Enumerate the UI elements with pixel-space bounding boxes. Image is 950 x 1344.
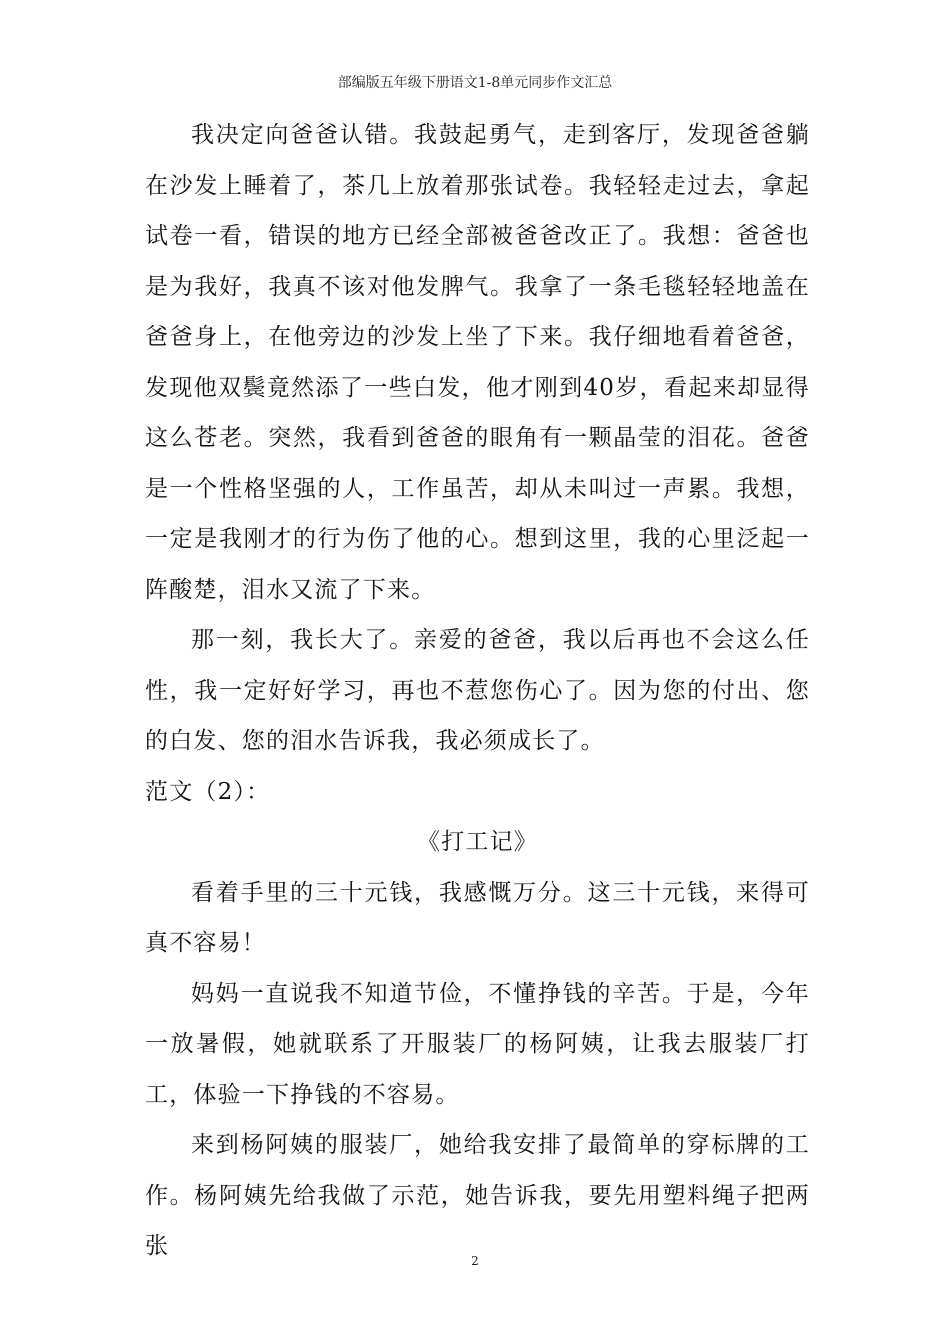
paragraph: 看着手里的三十元钱，我感慨万分。这三十元钱，来得可真不容易！ xyxy=(145,879,810,956)
page-header: 部编版五年级下册语文1-8单元同步作文汇总 xyxy=(337,75,613,91)
paragraph: 来到杨阿姨的服装厂，她给我安排了最简单的穿标牌的工作。杨阿姨先给我做了示范，她告诉我，要先用塑料绳子把两张 xyxy=(145,1132,810,1259)
paragraph: 那一刻，我长大了。亲爱的爸爸，我以后再也不会这么任性，我一定好好学习，再也不惹您伤心了。因为您的付出、您的白发、您的泪水告诉我，我必须成长了。 xyxy=(145,627,810,754)
essay-title: 《打工记》 xyxy=(417,829,538,855)
section-label: 范文（2）： xyxy=(145,778,271,805)
paragraph: 妈妈一直说我不知道节俭，不懂挣钱的辛苦。于是，今年一放暑假，她就联系了开服装厂的杨阿姨，让我去服装厂打工，体验一下挣钱的不容易。 xyxy=(145,980,810,1108)
page-number: 2 xyxy=(471,1254,479,1268)
document-body xyxy=(145,110,810,1272)
paragraph: 我决定向爸爸认错。我鼓起勇气，走到客厅，发现爸爸躺在沙发上睡着了，茶几上放着那张试卷。我轻轻走过去，拿起试卷一看，错误的地方已经全部被爸爸改正了。我想：爸爸也是为我好，我真不该对他发脾气。我拿了一条毛毯轻轻地盖在爸爸身上，在他旁边的沙发上坐了下来。我仔细地看着爸爸，发现他双鬓竟然添了一些白发，他才刚到40岁，看起来却显得这么苍老。突然，我看到爸爸的眼角有一颗晶莹的泪花。爸爸是一个性格坚强的人，工作虽苦，却从未叫过一声累。我想，一定是我刚才的行为伤了他的心。想到这里，我的心里泛起一阵酸楚，泪水又流了下来。 xyxy=(145,122,810,603)
